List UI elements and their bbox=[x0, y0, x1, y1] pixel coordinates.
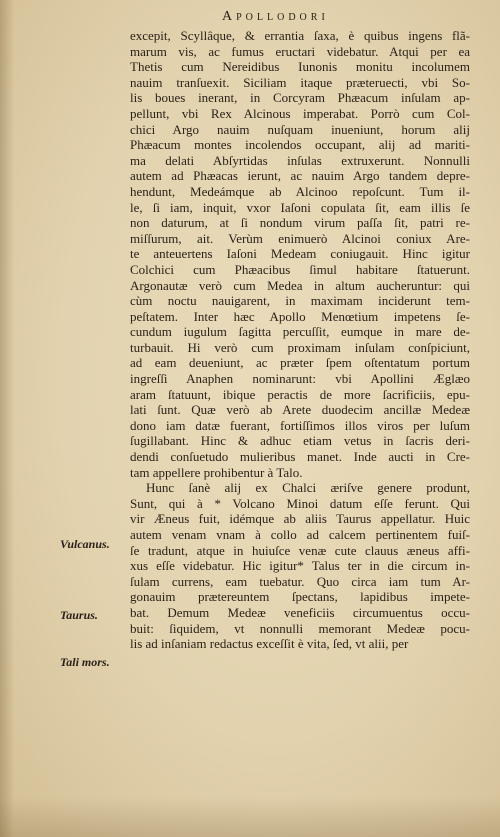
text-line: hendunt, Medeámque ab Alcinoo repoſcunt. Tum il- bbox=[130, 183, 470, 199]
margin-note-taurus: Taurus. bbox=[60, 608, 98, 622]
text-line: Hunc ſanè alij ex Chalci æriſve genere produnt, bbox=[146, 480, 470, 496]
text-line: lis ad inſaniam redactus exceſſit è vita, ſed, vt alii, per bbox=[130, 636, 409, 652]
text-line: Thetis cum Nereidibus Iunonis monitu incolumem bbox=[130, 59, 470, 75]
text-line: Phæacum montes incolendos occupant, alij ad mariti- bbox=[130, 137, 470, 153]
text-line: vir Æneus fuit, idémque ab aliis Taurus appellatur. Huic bbox=[130, 511, 470, 527]
text-line: ſulam currens, eam tuebatur. Quo circa iam tum Ar- bbox=[130, 573, 470, 589]
text-line: lati ſunt. Quæ verò ab Arete duodecim ancillæ Medeæ bbox=[130, 402, 470, 418]
running-head: Apollodori bbox=[222, 9, 329, 24]
text-line: lis boues inerant, in Corcyram Phæacum inſulam ap- bbox=[130, 90, 470, 106]
text-line: xus eſſe videbatur. Hic igitur* Talus ter in die circum in- bbox=[130, 558, 470, 574]
text-line: autem venam vnam à collo ad calcem pertinentem fuiſ- bbox=[130, 527, 470, 542]
text-line: le, ſi iam, inquit, vxor Iaſoni copulata ſit, eam illis ſe bbox=[130, 199, 470, 215]
text-line: ma delati Abſyrtidas inſulas extruxerunt. Nonnulli bbox=[130, 152, 470, 168]
page-shadow-bottom bbox=[0, 797, 500, 837]
margin-note-vulcanus: Vulcanus. bbox=[60, 537, 110, 551]
page-shadow-left bbox=[0, 0, 14, 837]
body-text bbox=[130, 28, 470, 652]
text-line: bat. Demum Medeæ veneficiis circumuentus occu- bbox=[130, 604, 470, 620]
text-line: marum vis, ac fumus eructari videbatur. Atqui per ea bbox=[130, 43, 470, 59]
margin-note-tali-mors: Tali mors. bbox=[60, 655, 110, 669]
text-line: gonauim prætereuntem ſpectans, lapidibus impete- bbox=[130, 589, 470, 605]
text-line: excepit, Scyllâque, & errantia ſaxa, è quibus ingens flã- bbox=[130, 28, 470, 43]
text-line: ingreſſi Anaphen nominarunt: vbi Apollini Æglæo bbox=[130, 371, 470, 387]
text-line: tam appellere prohibentur à Talo. bbox=[130, 464, 303, 480]
text-line: aram ſtatuunt, ibique peractis de more ſacrificiis, epu- bbox=[130, 386, 470, 402]
text-line: dono iam datæ fuerant, fortiſſimos illos viros per luſum bbox=[130, 417, 470, 433]
text-line: Sunt, qui à * Volcano Minoi datum eſſe ferunt. Qui bbox=[130, 495, 470, 511]
text-line: buit: ſiquidem, vt nonnulli memorant Medeæ pocu- bbox=[130, 620, 470, 636]
text-line: peſtatem. Inter hæc Apollo Menœtium impetens ſe- bbox=[130, 308, 470, 324]
text-line: ſe tradunt, atque in huiuſce venæ cute clauus æneus affi- bbox=[130, 542, 470, 558]
text-line: turbauit. Hi verò cum proximam inſulam conſpiciunt, bbox=[130, 339, 470, 355]
text-line: autem ad Phæacas ierunt, ac nauim Argo tandem depre- bbox=[130, 168, 470, 184]
text-line: ad eam deueniunt, ac præter ſpem oſtentatum portum bbox=[130, 355, 470, 371]
text-line: chici Argo nauim nuſquam inueniunt, horum alij bbox=[130, 121, 470, 137]
text-line: miſſurum, ait. Verùm enimuerò Alcinoi coniux Are- bbox=[130, 230, 470, 246]
text-line: cundum iugulum ſagitta percuſſit, eumque in mare de- bbox=[130, 324, 470, 340]
text-line: nauim tranſuexit. Siciliam itaque præteruecti, vbi So- bbox=[130, 74, 470, 90]
text-line: Colchici cum Phæacibus ſimul habitare ſtatuerunt. bbox=[130, 261, 470, 277]
text-line: non daturum, at ſi nondum virum paſſa ſit, patri re- bbox=[130, 215, 470, 231]
text-line: Argonautæ verò cum Medea in altum aucheruntur: qui bbox=[130, 277, 470, 293]
text-line: ſugillabant. Hinc & adhuc etiam vetus in ſacris deri- bbox=[130, 433, 470, 449]
text-line: cùm noctu nauigarent, in maximam inciderunt tem- bbox=[130, 293, 470, 309]
text-line: pellunt, vbi Rex Alcinous imperabat. Porrò cum Col- bbox=[130, 105, 470, 121]
text-line: te anteuertens Iaſoni Medeam coniugauit. Hinc igitur bbox=[130, 246, 470, 262]
text-line: dendi conſuetudo mulieribus manet. Inde aucti in Cre- bbox=[130, 449, 470, 465]
